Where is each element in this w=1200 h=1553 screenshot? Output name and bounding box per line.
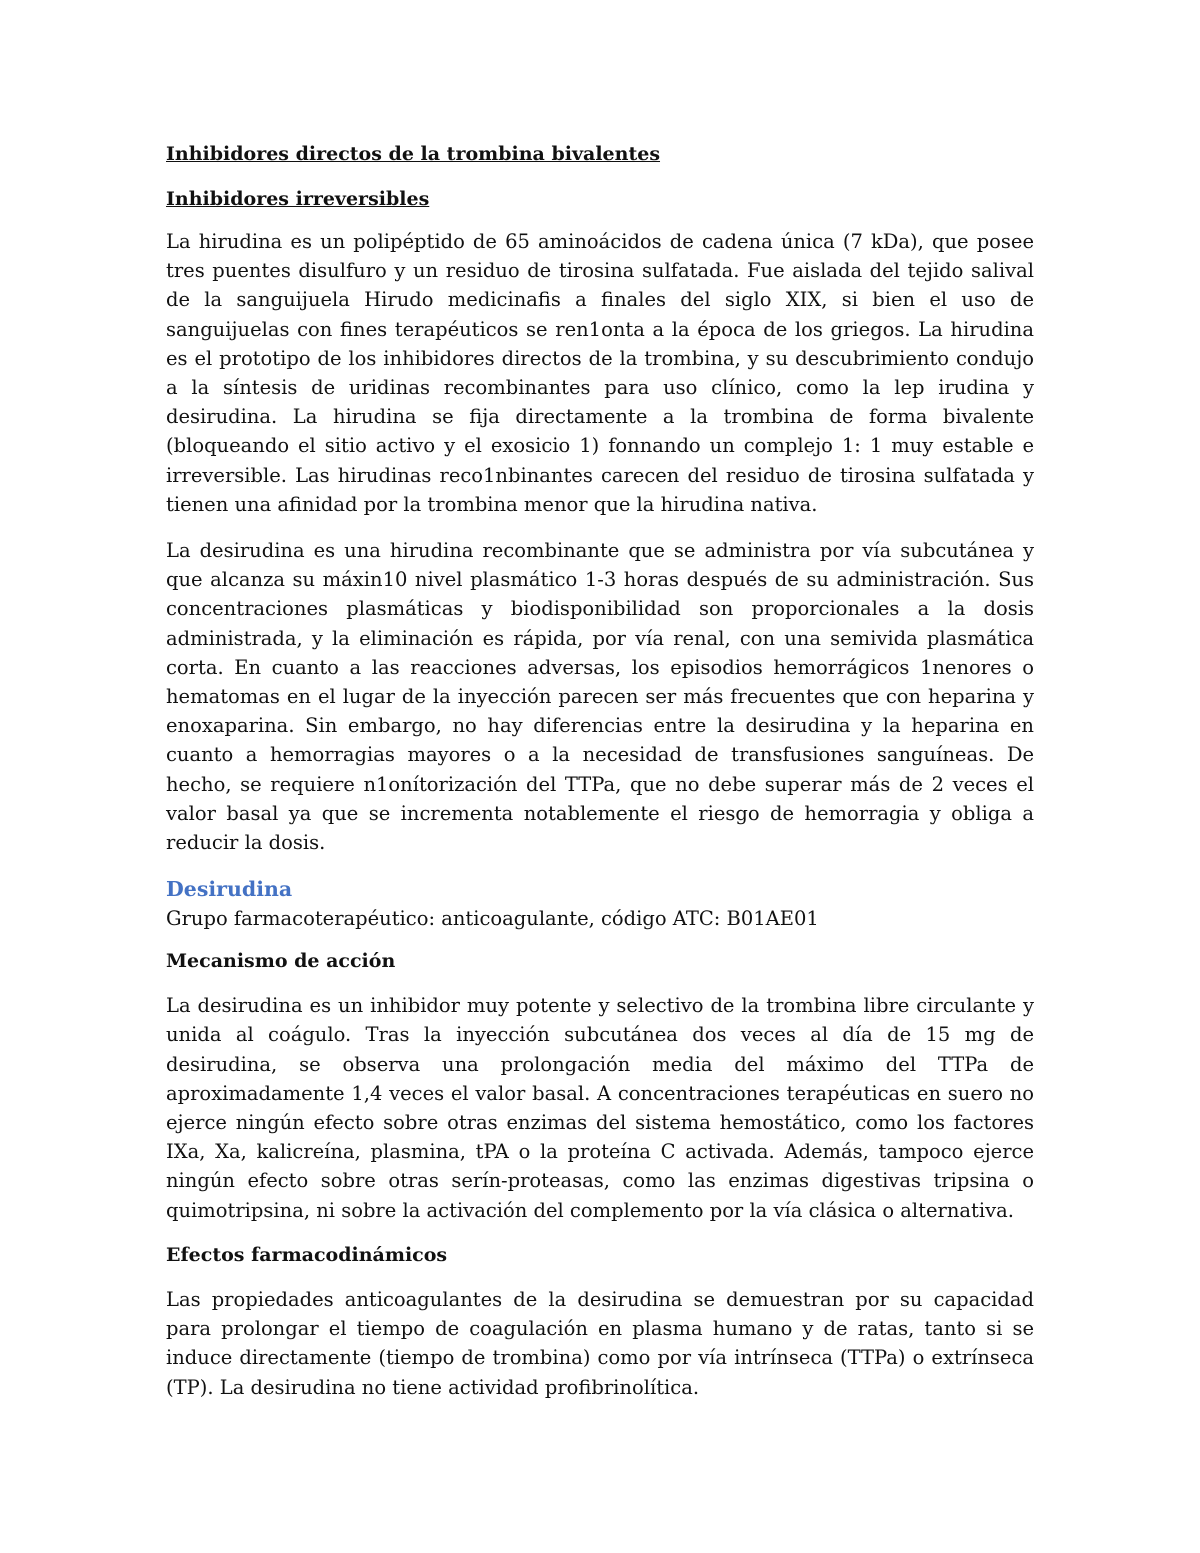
document-page [166,140,1034,1402]
pharmacodynamics-paragraph: Las propiedades anticoagulantes de la desirudina se demuestran por su capacidad para prolongar el tiempo de coagulación en plasma humano y de ratas, tanto si se induce directamente (tiempo de trombina) como por vía intrínseca (TTPa) o extrínseca (TP). La desirudina no tiene actividad profibrinolítica. [166,1287,1034,1399]
main-heading: Inhibidores directos de la trombina bivalentes [166,143,661,165]
pharmacodynamics-heading: Efectos farmacodinámicos [166,1243,448,1266]
subheading-irreversible: Inhibidores irreversibles [166,188,430,210]
paragraph-desirudina: La desirudina es una hirudina recombinante que se administra por vía subcutánea y que alcanza su máxin10 nivel plasmático 1-3 horas después de su administración. Sus concentraciones plasmáticas y biodisponibilidad son proporcionales a la dosis administrada, y la eliminación es rápida, por vía renal, con una semivida plasmática corta. En cuanto a las reacciones adversas, los episodios hemorrágicos 1nenores o hematomas en el lugar de la inyección parecen ser más frecuentes que con heparina y enoxaparina. Sin embargo, no hay diferencias entre la desirudina y la heparina en cuanto a hemorragias mayores o a la necesidad de transfusiones sanguíneas. De hecho, se requiere n1onítorización del TTPa, que no debe superar más de 2 veces el valor basal ya que se incrementa notablemente el riesgo de hemorragia y obliga a reducir la dosis. [166,539,1034,855]
mechanism-heading: Mecanismo de acción [166,950,396,973]
atc-code-line: Grupo farmacoterapéutico: anticoagulante, código ATC: B01AE01 [166,907,819,931]
section-title-desirudina: Desirudina [166,877,293,902]
paragraph-hirudina: La hirudina es un polipéptido de 65 aminoácidos de cadena única (7 kDa), que posee tres puentes disulfuro y un residuo de tirosina sulfatada. Fue aislada del tejido salival de la sanguijuela Hirudo medicinafis a finales del siglo XIX, si bien el uso de sanguijuelas con fines terapéuticos se ren1onta a la época de los griegos. La hirudina es el prototipo de los inhibidores directos de la trombina, y su descubrimiento condujo a la síntesis de uridinas recombinantes para uso clínico, como la lep irudina y desirudina. La hirudina se fija directamente a la trombina de forma bivalente (bloqueando el sitio activo y el exosicio 1) fonnando un complejo 1: 1 muy estable e irreversible. Las hirudinas reco1nbinantes carecen del residuo de tirosina sulfatada y tienen una afinidad por la trombina menor que la hirudina nativa. [166,230,1034,516]
mechanism-paragraph: La desirudina es un inhibidor muy potente y selectivo de la trombina libre circulante y unida al coágulo. Tras la inyección subcutánea dos veces al día de 15 mg de desirudina, se observa una prolongación media del máximo del TTPa de aproximadamente 1,4 veces el valor basal. A concentraciones terapéuticas en suero no ejerce ningún efecto sobre otras enzimas del sistema hemostático, como los factores IXa, Xa, kalicreína, plasmina, tPA o la proteína C activada. Además, tampoco ejerce ningún efecto sobre otras serín-proteasas, como las enzimas digestivas tripsina o quimotripsina, ni sobre la activación del complemento por la vía clásica o alternativa. [166,994,1034,1222]
